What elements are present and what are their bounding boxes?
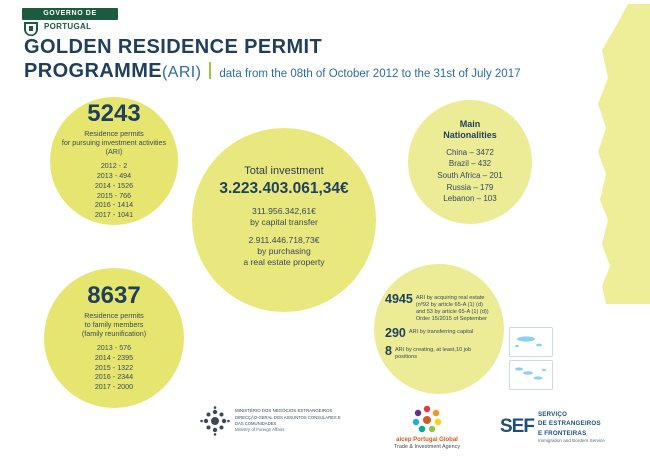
list-item: 2017 - 1041 bbox=[94, 209, 134, 219]
total-investment-amount: 3.223.403.061,34€ bbox=[219, 179, 349, 197]
aicep-name: aicep Portugal Global bbox=[396, 437, 458, 443]
sef-line2: DE ESTRANGEIROS bbox=[537, 420, 601, 428]
title-divider bbox=[209, 62, 211, 79]
ministry-line2: DIRECÇÃO-GERAL DOS ASSUNTOS CONSULARES E bbox=[235, 414, 341, 420]
coat-of-arms-icon bbox=[22, 21, 40, 37]
azores-islands-icon bbox=[510, 361, 550, 387]
ministry-line3: DAS COMUNIDADES bbox=[235, 421, 277, 426]
list-item: 2015 - 1322 bbox=[94, 362, 134, 372]
list-item: 2016 - 2344 bbox=[94, 372, 134, 382]
breakdown-text: ARI by creating, at least,10 job positions bbox=[394, 346, 472, 360]
nationalities-title bbox=[443, 119, 497, 141]
breakdown-text: ARI by transferring capital bbox=[408, 329, 474, 336]
breakdown-number: 290 bbox=[385, 326, 406, 341]
page-title-line2 bbox=[24, 60, 201, 83]
permits-investment-label bbox=[62, 129, 166, 156]
gov-logo-bottom-text: PORTUGAL bbox=[44, 22, 92, 31]
list-item: 2015 - 766 bbox=[96, 190, 132, 200]
list-item: 2017 - 2000 bbox=[94, 382, 134, 392]
list-item bbox=[385, 327, 493, 340]
ministry-emblem-icon bbox=[200, 406, 230, 436]
ministry-text bbox=[235, 408, 341, 434]
sef-line1: SERVIÇO bbox=[537, 411, 568, 418]
ministry-logo-block bbox=[200, 406, 341, 436]
nationalities-title-1: Main bbox=[459, 119, 481, 130]
government-logo bbox=[22, 8, 118, 38]
sef-wordmark: SEF bbox=[500, 416, 534, 438]
permits-family-label-3: (family reunification) bbox=[81, 329, 147, 339]
page-title-programme: PROGRAMME bbox=[24, 60, 163, 82]
list-item: Lebanon – 103 bbox=[443, 194, 497, 204]
permits-investment-label-3: (ARI) bbox=[105, 147, 123, 157]
ari-breakdown-rows bbox=[385, 293, 493, 364]
list-item: 2014 - 1526 bbox=[94, 180, 134, 190]
page-title-line2-row bbox=[24, 60, 521, 83]
aicep-sub: Trade & Investment Agency bbox=[394, 444, 461, 451]
permits-family-label bbox=[82, 311, 146, 338]
page-title-ari: (ARI) bbox=[162, 64, 202, 81]
permits-family-years bbox=[95, 343, 133, 392]
permits-family-label-2: to family members bbox=[84, 320, 144, 330]
list-item: South Africa – 201 bbox=[437, 171, 503, 180]
list-item: Brazil – 432 bbox=[448, 159, 492, 169]
list-item bbox=[385, 293, 493, 323]
page-subtitle: data from the 08th of October 2012 to the 31st of July 2017 bbox=[219, 68, 521, 80]
list-item: Russia – 179 bbox=[446, 182, 494, 192]
portugal-map-icon bbox=[536, 4, 650, 304]
nationalities-list bbox=[437, 147, 502, 205]
list-item: 2013 - 494 bbox=[96, 171, 132, 181]
permits-family-circle bbox=[44, 268, 184, 408]
aicep-logo-block bbox=[394, 404, 460, 451]
sef-english: Immigration and Borders Service bbox=[537, 437, 605, 443]
permits-family-number: 8637 bbox=[87, 282, 141, 310]
madeira-inset bbox=[509, 327, 553, 357]
page-title-line1: GOLDEN RESIDENCE PERMIT bbox=[24, 36, 323, 58]
permits-family-label-1: Residence permits bbox=[84, 311, 144, 321]
capital-transfer-label: by capital transfer bbox=[250, 216, 318, 227]
sef-line3: E FRONTEIRAS bbox=[537, 429, 587, 437]
permits-investment-label-2: for pursuing investment activities bbox=[61, 138, 167, 148]
list-item bbox=[385, 345, 493, 361]
total-investment-heading: Total investment bbox=[244, 164, 324, 177]
real-estate-label-1: by purchasing bbox=[257, 246, 311, 257]
permits-investment-circle bbox=[50, 97, 178, 225]
list-item: 2016 - 1414 bbox=[94, 200, 134, 210]
capital-transfer-block bbox=[250, 206, 318, 228]
sef-logo-block bbox=[500, 410, 605, 445]
real-estate-label-2: a real estate property bbox=[243, 257, 325, 268]
nationalities-title-2: Nationalities bbox=[443, 130, 497, 141]
permits-investment-years bbox=[95, 161, 133, 219]
capital-transfer-amount: 311.956.342,61€ bbox=[252, 205, 316, 216]
gov-logo-bar bbox=[22, 8, 118, 20]
aicep-emblem-icon bbox=[412, 404, 442, 434]
permits-investment-label-1: Residence permits bbox=[84, 129, 144, 139]
ministry-english: Ministry of Foreign Affairs bbox=[235, 427, 285, 433]
breakdown-number: 8 bbox=[385, 343, 392, 358]
breakdown-number: 4945 bbox=[385, 292, 413, 307]
list-item: 2014 - 2395 bbox=[94, 352, 134, 362]
footer bbox=[0, 404, 650, 456]
real-estate-block bbox=[243, 235, 324, 269]
total-investment-circle bbox=[192, 128, 376, 312]
permits-investment-number: 5243 bbox=[87, 100, 141, 128]
list-item: 2012 - 2 bbox=[100, 161, 128, 171]
gov-logo-top-text: GOVERNO DE bbox=[43, 10, 97, 17]
azores-inset bbox=[509, 360, 553, 390]
breakdown-text: ARI by acquiring real estate (nº92 by article 65-A (1) (d) and 53 by article 65-A (1) (d)) Order 15/2015 of September bbox=[415, 295, 489, 323]
madeira-islands-icon bbox=[510, 328, 550, 354]
real-estate-amount: 2.911.446.718,73€ bbox=[248, 234, 320, 245]
list-item: 2013 - 576 bbox=[96, 343, 132, 353]
ministry-line1: MINISTÉRIO DOS NEGÓCIOS ESTRANGEIROS bbox=[235, 408, 333, 414]
nationalities-circle bbox=[408, 100, 532, 224]
aicep-text bbox=[394, 436, 460, 451]
list-item: China – 3472 bbox=[446, 147, 494, 157]
ari-breakdown-circle bbox=[374, 264, 504, 394]
sef-text bbox=[538, 410, 605, 445]
